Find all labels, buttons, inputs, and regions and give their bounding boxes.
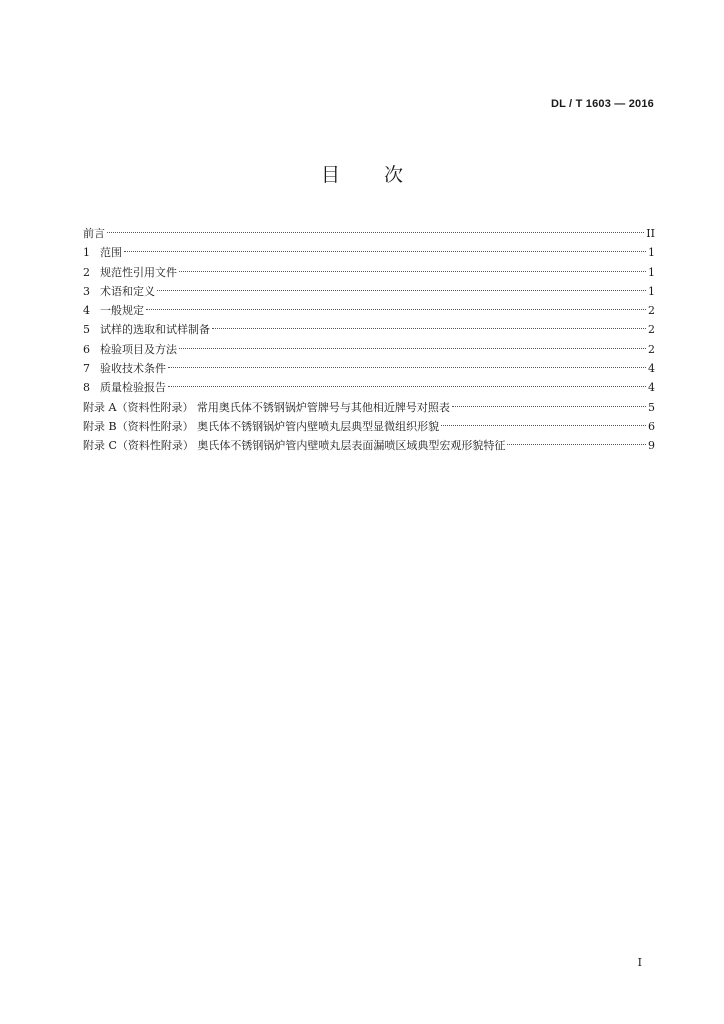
toc-entry-7[interactable] xyxy=(83,359,655,378)
document-code: DL / T 1603 — 2016 xyxy=(550,98,654,110)
toc-entry-number: 3 xyxy=(83,284,90,298)
page-title: 目次 xyxy=(320,164,447,186)
toc-entry-page: 1 xyxy=(648,265,655,279)
toc-entry-label: 一般规定 xyxy=(100,304,144,318)
toc-entry-page: 2 xyxy=(648,342,655,356)
toc-entry-page: 6 xyxy=(648,419,655,433)
toc-leader-dots xyxy=(107,232,644,233)
toc-leader-dots xyxy=(179,348,646,349)
toc-entry-page: 2 xyxy=(648,304,655,318)
toc-entry-page: 5 xyxy=(648,400,655,414)
toc-entry-label: 范围 xyxy=(100,246,122,260)
toc-entry-6[interactable] xyxy=(83,340,655,359)
toc-leader-dots xyxy=(507,444,646,445)
toc-leader-dots xyxy=(168,386,646,387)
toc-leader-dots xyxy=(168,367,646,368)
toc-entry-label: 规范性引用文件 xyxy=(100,265,177,279)
table-of-contents xyxy=(83,224,655,456)
toc-entry-number: 6 xyxy=(83,342,90,356)
toc-entry-page: 4 xyxy=(648,381,655,395)
toc-entry-page: 9 xyxy=(648,439,655,453)
toc-entry-number: 1 xyxy=(83,246,90,260)
page-number: I xyxy=(637,956,642,969)
toc-entry-2[interactable] xyxy=(83,263,655,282)
toc-leader-dots xyxy=(452,406,646,407)
toc-entry-page: II xyxy=(646,227,655,240)
toc-leader-dots xyxy=(441,425,646,426)
toc-entry-page: 1 xyxy=(648,284,655,298)
toc-entry-appendix-b[interactable] xyxy=(83,417,655,436)
toc-entry-number: 8 xyxy=(83,381,90,395)
toc-entry-number: 7 xyxy=(83,362,90,376)
toc-entry-label: 检验项目及方法 xyxy=(100,342,177,356)
toc-entry-3[interactable] xyxy=(83,282,655,301)
toc-entry-4[interactable] xyxy=(83,301,655,320)
toc-entry-label: 术语和定义 xyxy=(100,284,155,298)
toc-entry-page: 4 xyxy=(648,362,655,376)
toc-entry-8[interactable] xyxy=(83,378,655,397)
toc-entry-appendix-a[interactable] xyxy=(83,398,655,417)
toc-entry-1[interactable] xyxy=(83,243,655,262)
toc-leader-dots xyxy=(157,290,646,291)
toc-entry-page: 2 xyxy=(648,323,655,337)
toc-entry-label: 验收技术条件 xyxy=(100,362,166,376)
toc-leader-dots xyxy=(146,309,646,310)
toc-entry-label: 试样的选取和试样制备 xyxy=(100,323,210,337)
toc-entry-label: 前言 xyxy=(83,227,105,240)
toc-leader-dots xyxy=(124,251,646,252)
toc-leader-dots xyxy=(179,271,646,272)
toc-entry-page: 1 xyxy=(648,246,655,260)
toc-entry-5[interactable] xyxy=(83,320,655,339)
toc-entry-number: 2 xyxy=(83,265,90,279)
toc-entry-foreword[interactable] xyxy=(83,224,655,243)
toc-entry-appendix-c[interactable] xyxy=(83,436,655,455)
toc-entry-label: 附录 C（资料性附录） 奥氏体不锈钢锅炉管内壁喷丸层表面漏喷区域典型宏观形貌特征 xyxy=(83,439,506,453)
toc-leader-dots xyxy=(212,328,646,329)
toc-entry-label: 质量检验报告 xyxy=(100,381,166,395)
toc-entry-label: 附录 B（资料性附录） 奥氏体不锈钢锅炉管内壁喷丸层典型显微组织形貌 xyxy=(83,419,440,433)
toc-entry-number: 4 xyxy=(83,304,90,318)
toc-entry-number: 5 xyxy=(83,323,90,337)
toc-entry-label: 附录 A（资料性附录） 常用奥氏体不锈钢锅炉管牌号与其他相近牌号对照表 xyxy=(83,400,450,414)
